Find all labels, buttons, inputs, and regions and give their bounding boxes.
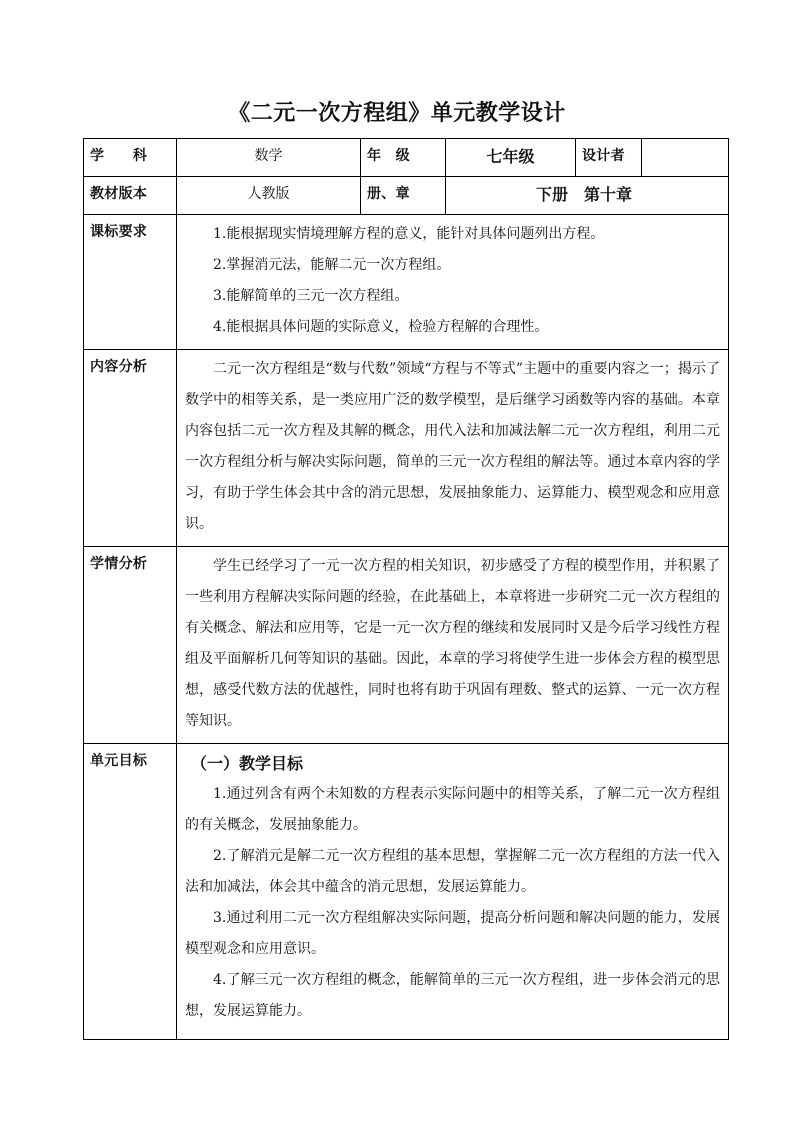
volume-label: 册、章 (361, 177, 446, 215)
content-analysis-text: 二元一次方程组是“数与代数”领域“方程与不等式”主题中的重要内容之一；揭示了数学中的相等关系，是一类应用广泛的数学模型，是后继学习函数等内容的基础。本章内容包括二元一次方程及其解的概念，用代入法和加减法解二元一次方程组，利用二元一次方程组分析与解决实际问题，简单的三元一次方程组的解法等。通过本章内容的学习，有助于学生体会其中含的消元思想，发展抽象能力、运算能力、模型观念和应用意识。 (185, 361, 720, 532)
curriculum-item: 3.能解简单的三元一次方程组。 (213, 288, 409, 304)
student-analysis-label: 学情分析 (84, 547, 177, 744)
curriculum-row (84, 215, 729, 350)
unit-goals-list (177, 779, 728, 1027)
grade-value: 七年级 (446, 139, 576, 177)
curriculum-body (177, 215, 729, 350)
student-analysis-body (177, 547, 729, 744)
unit-goals-row (84, 744, 729, 1040)
unit-goal-item: 1.通过列含有两个未知数的方程表示实际问题中的相等关系，了解二元一次方程组的有关概念，发展抽象能力。 (185, 786, 720, 833)
curriculum-item: 4.能根据具体问题的实际意义，检验方程解的合理性。 (213, 319, 549, 335)
edition-label: 教材版本 (84, 177, 177, 215)
content-analysis-row (84, 350, 729, 547)
designer-label: 设计者 (576, 139, 642, 177)
unit-goals-subheading: （一）教学目标 (191, 754, 304, 773)
header-row (84, 139, 729, 177)
edition-value: 人教版 (177, 177, 361, 215)
design-table (83, 138, 729, 1040)
curriculum-item: 2.掌握消元法，能解二元一次方程组。 (213, 257, 451, 273)
curriculum-label: 课标要求 (84, 215, 177, 350)
designer-value (642, 139, 729, 177)
unit-goal-item: 3.通过利用二元一次方程组解决实际问题，提高分析问题和解决问题的能力，发展模型观念和应用意识。 (185, 910, 720, 957)
content-analysis-label: 内容分析 (84, 350, 177, 547)
student-analysis-row (84, 547, 729, 744)
unit-goals-label: 单元目标 (84, 744, 177, 1040)
unit-goal-item: 4.了解三元一次方程组的概念，能解简单的三元一次方程组，进一步体会消元的思想，发展运算能力。 (185, 972, 720, 1019)
subject-value: 数学 (177, 139, 361, 177)
curriculum-list (177, 215, 728, 349)
unit-goal-item: 2.了解消元是解二元一次方程组的基本思想，掌握解二元一次方程组的方法一代入法和加减法，体会其中蕴含的消元思想，发展运算能力。 (185, 848, 720, 895)
content-analysis-body (177, 350, 729, 547)
grade-label: 年 级 (361, 139, 446, 177)
student-analysis-text: 学生已经学习了一元一次方程的相关知识，初步感受了方程的模型作用，并积累了一些利用方程解决实际问题的经验，在此基础上，本章将进一步研究二元一次方程组的有关概念、解法和应用等，它是一元一次方程的继续和发展同时又是今后学习线性方程组及平面解析几何等知识的基础。因此，本章的学习将使学生进一步体会方程的模型思想，感受代数方法的优越性，同时也将有助于巩固有理数、整式的运算、一元一次方程等知识。 (185, 558, 720, 729)
unit-goals-body (177, 744, 729, 1040)
textbook-row (84, 177, 729, 215)
curriculum-item: 1.能根据现实情境理解方程的意义，能针对具体问题列出方程。 (213, 226, 605, 242)
subject-label: 学 科 (84, 139, 177, 177)
document-title: 《二元一次方程组》单元教学设计 (228, 100, 566, 126)
volume-value: 下册 第十章 (446, 177, 729, 215)
